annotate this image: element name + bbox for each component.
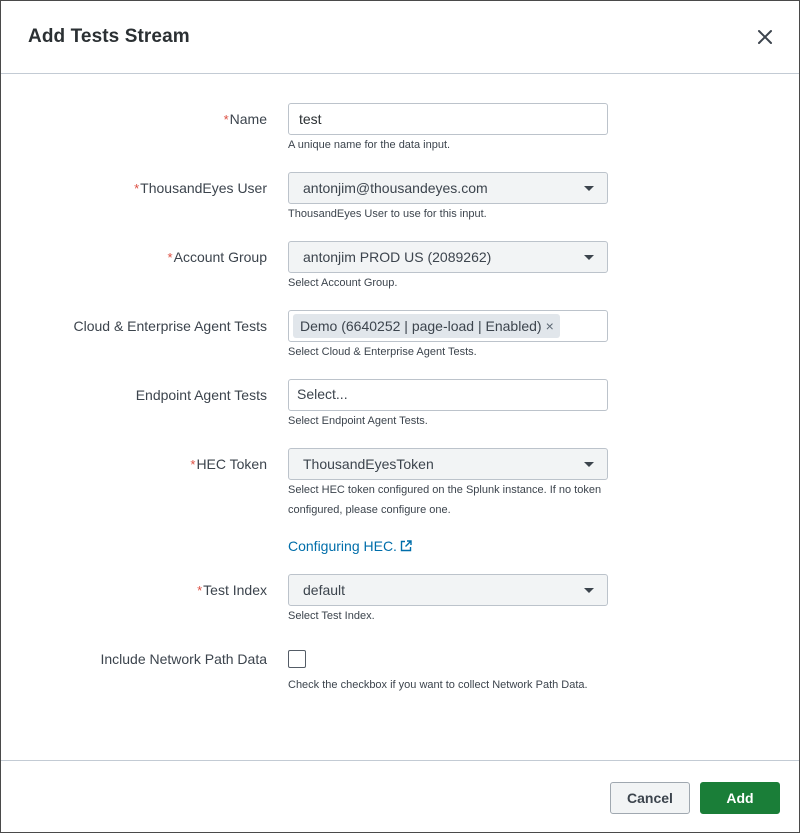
hec-token-value: ThousandEyesToken — [303, 456, 434, 472]
endpoint-tests-label: Endpoint Agent Tests — [135, 387, 267, 403]
required-mark: * — [167, 250, 173, 265]
test-index-label: *Test Index — [197, 582, 267, 598]
test-index-help: Select Test Index. — [288, 610, 375, 622]
test-index-select[interactable] — [288, 574, 608, 606]
test-index-value: default — [303, 582, 346, 598]
account-group-label: *Account Group — [167, 249, 267, 265]
caret-down-icon — [584, 255, 594, 260]
cloud-tests-help: Select Cloud & Enterprise Agent Tests. — [288, 346, 477, 358]
user-help: ThousandEyes User to use for this input. — [288, 208, 487, 220]
configuring-hec-link-text: Configuring HEC. — [288, 538, 397, 554]
close-icon — [753, 25, 777, 49]
caret-down-icon — [584, 462, 594, 467]
name-input[interactable]: test — [288, 103, 608, 135]
name-help: A unique name for the data input. — [288, 139, 451, 151]
hec-token-select[interactable] — [288, 448, 608, 480]
dialog-title: Add Tests Stream — [28, 26, 190, 47]
dialog-header — [1, 1, 799, 74]
endpoint-tests-multiselect[interactable]: Select... — [288, 379, 608, 411]
dialog-footer — [1, 760, 799, 832]
configuring-hec-link[interactable] — [288, 538, 412, 554]
remove-icon[interactable]: × — [545, 318, 554, 334]
user-select-value: antonjim@thousandeyes.com — [303, 180, 488, 196]
cancel-button[interactable]: Cancel — [610, 782, 690, 814]
account-group-value: antonjim PROD US (2089262) — [303, 249, 492, 265]
network-path-checkbox[interactable] — [288, 650, 306, 668]
cloud-tests-multiselect[interactable] — [288, 310, 608, 342]
network-path-label: Include Network Path Data — [100, 651, 267, 667]
account-group-select[interactable] — [288, 241, 608, 273]
chip-label: Demo (6640252 | page-load | Enabled) — [300, 318, 542, 334]
required-mark: * — [223, 112, 229, 127]
required-mark: * — [190, 457, 196, 472]
required-mark: * — [197, 583, 203, 598]
close-button[interactable] — [753, 25, 777, 49]
external-link-icon — [400, 540, 412, 552]
endpoint-tests-help: Select Endpoint Agent Tests. — [288, 415, 428, 427]
cloud-tests-label: Cloud & Enterprise Agent Tests — [73, 318, 267, 334]
caret-down-icon — [584, 186, 594, 191]
selected-test-chip[interactable] — [293, 314, 560, 338]
required-mark: * — [134, 181, 140, 196]
user-select[interactable] — [288, 172, 608, 204]
network-path-help: Check the checkbox if you want to collect Network Path Data. — [288, 679, 588, 691]
name-label: *Name — [223, 111, 267, 127]
add-button[interactable]: Add — [700, 782, 780, 814]
account-group-help: Select Account Group. — [288, 277, 398, 289]
caret-down-icon — [584, 588, 594, 593]
hec-token-help: Select HEC token configured on the Splunk instance. If no token configured, please configure one. — [288, 484, 602, 516]
user-label: *ThousandEyes User — [134, 180, 267, 196]
hec-token-label: *HEC Token — [190, 456, 267, 472]
